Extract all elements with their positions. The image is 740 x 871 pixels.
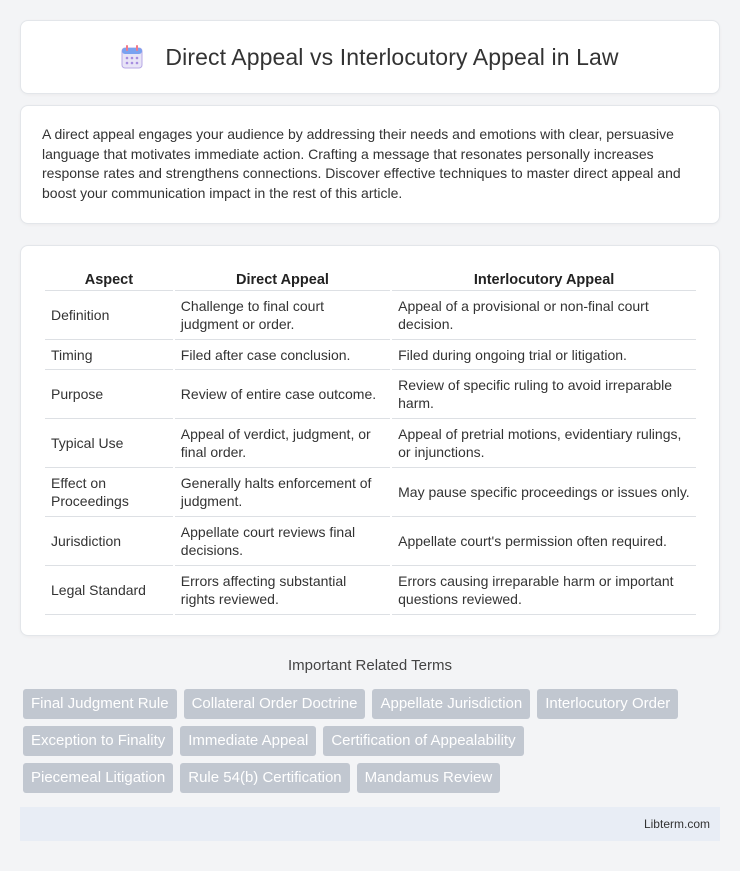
table-row bbox=[45, 370, 696, 419]
row-direct: Errors affecting substantial rights reviewed. bbox=[175, 566, 390, 615]
footer-site-link[interactable]: Libterm.com bbox=[643, 817, 710, 831]
tag-row bbox=[23, 763, 723, 793]
tag-final-judgment-rule[interactable]: Final Judgment Rule bbox=[23, 689, 177, 719]
row-direct: Appeal of verdict, judgment, or final order. bbox=[175, 419, 390, 468]
row-interlocutory: Appeal of pretrial motions, evidentiary rulings, or injunctions. bbox=[392, 419, 696, 468]
row-aspect: Jurisdiction bbox=[45, 517, 173, 566]
tag-interlocutory-order[interactable]: Interlocutory Order bbox=[537, 689, 678, 719]
related-terms-list bbox=[23, 689, 723, 800]
header-aspect: Aspect bbox=[45, 265, 173, 291]
tag-row bbox=[23, 726, 723, 756]
row-interlocutory: May pause specific proceedings or issues only. bbox=[392, 468, 696, 517]
tag-rule-54b-certification[interactable]: Rule 54(b) Certification bbox=[180, 763, 349, 793]
row-direct: Review of entire case outcome. bbox=[175, 370, 390, 419]
table-row bbox=[45, 566, 696, 615]
row-aspect: Purpose bbox=[45, 370, 173, 419]
table-row bbox=[45, 419, 696, 468]
row-interlocutory: Appellate court's permission often required. bbox=[392, 517, 696, 566]
table-row bbox=[45, 517, 696, 566]
row-direct: Filed after case conclusion. bbox=[175, 340, 390, 370]
related-terms-heading: Important Related Terms bbox=[288, 657, 452, 674]
row-direct: Generally halts enforcement of judgment. bbox=[175, 468, 390, 517]
tag-appellate-jurisdiction[interactable]: Appellate Jurisdiction bbox=[372, 689, 530, 719]
row-direct: Appellate court reviews final decisions. bbox=[175, 517, 390, 566]
row-interlocutory: Errors causing irreparable harm or important questions reviewed. bbox=[392, 566, 696, 615]
row-aspect: Effect on Proceedings bbox=[45, 468, 173, 517]
table-row bbox=[45, 340, 696, 370]
row-interlocutory: Appeal of a provisional or non-final court decision. bbox=[392, 291, 696, 340]
calendar-icon bbox=[121, 44, 143, 70]
table-row bbox=[45, 291, 696, 340]
table-row bbox=[45, 468, 696, 517]
row-direct: Challenge to final court judgment or order. bbox=[175, 291, 390, 340]
table-header-row bbox=[45, 265, 696, 291]
row-aspect: Definition bbox=[45, 291, 173, 340]
intro-card bbox=[20, 105, 720, 224]
row-aspect: Typical Use bbox=[45, 419, 173, 468]
row-interlocutory: Review of specific ruling to avoid irreparable harm. bbox=[392, 370, 696, 419]
tag-piecemeal-litigation[interactable]: Piecemeal Litigation bbox=[23, 763, 173, 793]
tag-mandamus-review[interactable]: Mandamus Review bbox=[357, 763, 501, 793]
row-aspect: Legal Standard bbox=[45, 566, 173, 615]
header-interlocutory-appeal: Interlocutory Appeal bbox=[392, 265, 696, 291]
row-aspect: Timing bbox=[45, 340, 173, 370]
header-direct-appeal: Direct Appeal bbox=[175, 265, 390, 291]
row-interlocutory: Filed during ongoing trial or litigation. bbox=[392, 340, 696, 370]
title-card bbox=[20, 20, 720, 94]
tag-collateral-order-doctrine[interactable]: Collateral Order Doctrine bbox=[184, 689, 366, 719]
tag-certification-of-appealability[interactable]: Certification of Appealability bbox=[323, 726, 523, 756]
intro-text: A direct appeal engages your audience by addressing their needs and emotions with clear, persuasive language that motivates immediate action. Crafting a message that resonates personally increases response rates and strengthens connections. Discover effective techniques to master direct appeal and boost your communication impact in the rest of this article. bbox=[42, 126, 681, 201]
comparison-table bbox=[43, 265, 698, 615]
page-title: Direct Appeal vs Interlocutory Appeal in Law bbox=[165, 43, 619, 70]
tag-immediate-appeal[interactable]: Immediate Appeal bbox=[180, 726, 316, 756]
tag-row bbox=[23, 689, 723, 719]
comparison-table-card bbox=[20, 245, 720, 636]
tag-exception-to-finality[interactable]: Exception to Finality bbox=[23, 726, 173, 756]
footer bbox=[20, 807, 720, 841]
